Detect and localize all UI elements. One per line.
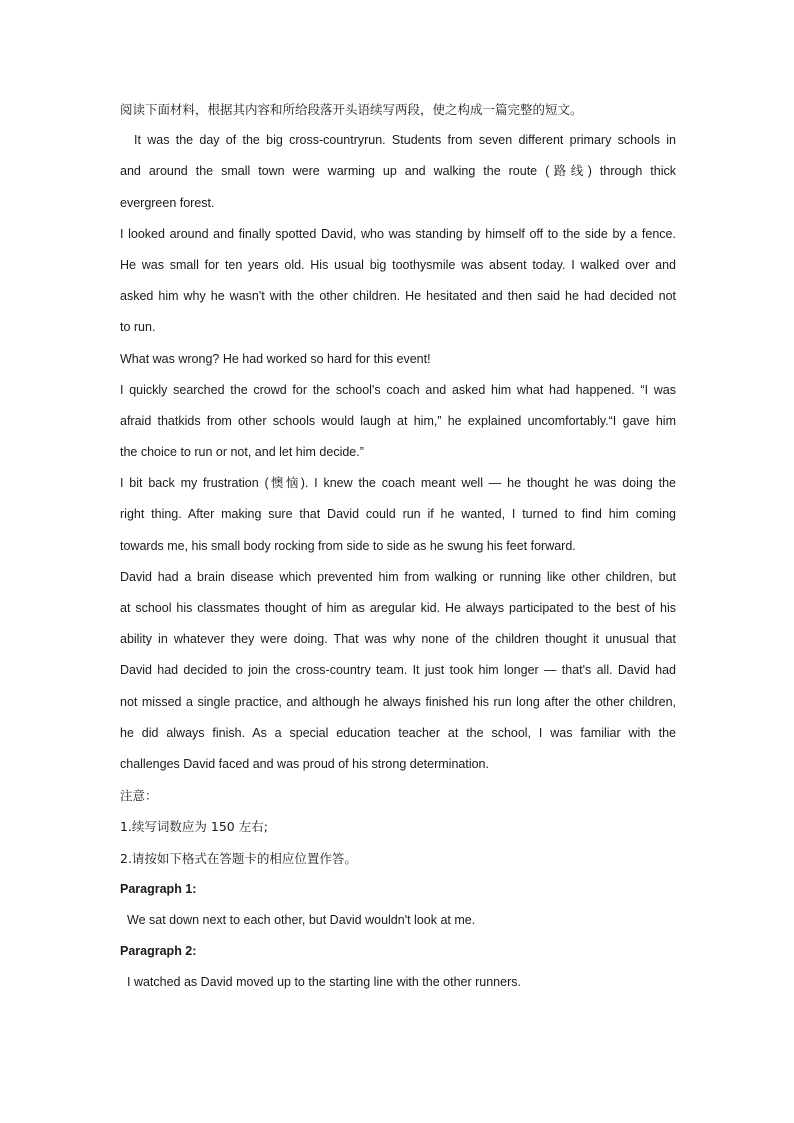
passage-line: ability in whatever they were doing. That was why none of the children thought it unusual that [120,632,676,647]
passage-line: What was wrong? He had worked so hard for this event! [120,351,431,366]
paragraph1-opening: We sat down next to each other, but David wouldn't look at me. [127,912,476,927]
passage-line: asked him why he wasn't with the other children. He hesitated and then said he had decided not [120,289,676,304]
passage-line: He was small for ten years old. His usual big toothysmile was absent today. I walked over and [120,257,676,272]
passage-line: and around the small town were warming up and walking the route (路线) through thick [120,164,676,179]
passage-line: evergreen forest. [120,195,215,210]
passage-line: challenges David faced and was proud of his strong determination. [120,756,489,771]
paragraph2-label: Paragraph 2: [120,944,197,959]
passage [120,125,676,780]
passage-line: to run. [120,320,156,335]
passage-line: he did always finish. As a special education teacher at the school, I was familiar with the [120,725,676,740]
passage-line: the choice to run or not, and let him decide.” [120,445,364,460]
passage-line: right thing. After making sure that David could run if he wanted, I turned to find him coming [120,507,676,522]
instruction-text: 阅读下面材料，根据其内容和所给段落开头语续写两段，使之构成一篇完整的短文。 [120,102,583,117]
passage-line: at school his classmates thought of him as aregular kid. He always participated to the best of his [120,601,676,615]
passage-line: afraid thatkids from other schools would laugh at him,” he explained uncomfortably.“I gave him [120,413,676,428]
paragraph1-label: Paragraph 1: [120,881,197,896]
passage-line: not missed a single practice, and although he always finished his run long after the other children, [120,694,676,709]
notes-heading: 注意： [120,788,158,804]
passage-line: I bit back my frustration (懊恼). I knew the coach meant well — he thought he was doing the [120,476,676,491]
paragraph2-opening: I watched as David moved up to the starting line with the other runners. [127,975,521,990]
passage-line: towards me, his small body rocking from side to side as he swung his feet forward. [120,538,576,553]
document-page [120,94,676,998]
notes-item-word-count: 1.续写词数应为 150 左右; [120,819,268,835]
passage-line: David had decided to join the cross-country team. It just took him longer — that's all. David had [120,663,676,678]
passage-line: I looked around and finally spotted David, who was standing by himself off to the side by a fence. [120,226,676,241]
notes-item-format: 2.请按如下格式在答题卡的相应位置作答。 [120,850,357,866]
passage-line: David had a brain disease which prevented him from walking or running like other children, but [120,569,676,584]
passage-line: It was the day of the big cross-countryrun. Students from seven different primary schools in [134,133,676,148]
passage-line: I quickly searched the crowd for the school's coach and asked him what had happened. “I was [120,382,676,397]
